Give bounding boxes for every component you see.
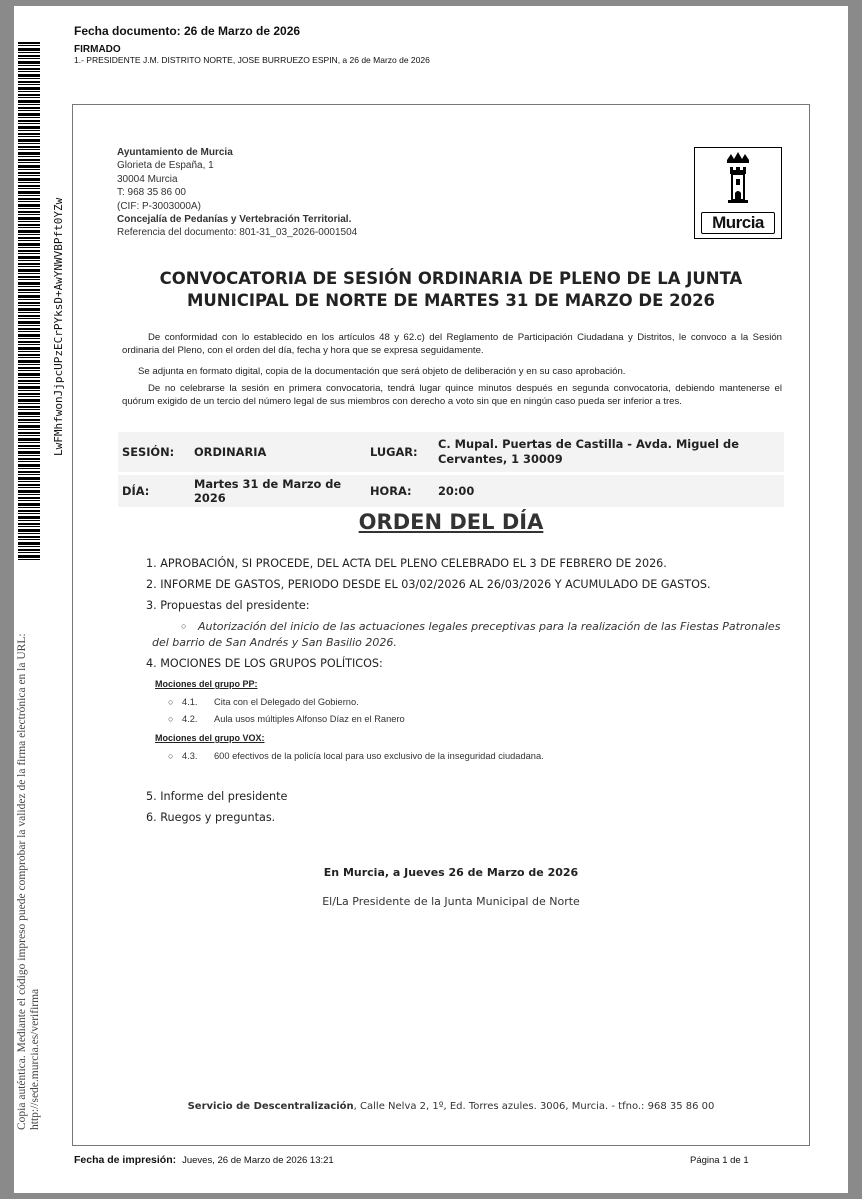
document-reference: Referencia del documento: 801-31_03_2026-0001504: [117, 227, 358, 239]
dia-label: DÍA:: [118, 474, 190, 509]
barcode-code: LwFMhfwonJjpcUPzECrPYksD+AwYNWVBPft0YZw: [52, 197, 65, 456]
agenda-item-3: 3. Propuestas del presidente:: [146, 599, 310, 612]
session-row-2: [118, 474, 784, 509]
org-city: 30004 Murcia: [117, 173, 178, 185]
lugar-value: C. Mupal. Puertas de Castilla - Avda. Miguel de Cervantes, 1 30009: [434, 432, 784, 474]
org-department: Concejalía de Pedanías y Vertebración Territorial.: [117, 214, 352, 226]
dia-value: Martes 31 de Marzo de 2026: [190, 474, 366, 509]
signer-line: 1.- PRESIDENTE J.M. DISTRITO NORTE, JOSE BURRUEZO ESPIN, a 26 de Marzo de 2026: [74, 55, 430, 65]
agenda-item-2: 2. INFORME DE GASTOS, PERIODO DESDE EL 03/02/2026 AL 26/03/2026 Y ACUMULADO DE GASTOS.: [146, 578, 711, 591]
document-date: Fecha documento: 26 de Marzo de 2026: [74, 24, 301, 38]
circle-bullet-icon: ○: [181, 621, 187, 631]
place-date: En Murcia, a Jueves 26 de Marzo de 2026: [323, 866, 579, 879]
castle-crown-icon: [695, 148, 781, 212]
agenda-item-5: 5. Informe del presidente: [146, 790, 288, 803]
session-info-table: [118, 432, 784, 510]
group-vox-heading: Mociones del grupo VOX:: [155, 733, 265, 743]
paragraph-quorum: De no celebrarse la sesión en primera convocatoria, tendrá lugar quince minutos después en segunda convocatoria, debiendo mantenerse el quórum exigido de un tercio del número legal de sus miembros con derecho a voto sin que en ningún caso pueda ser inferior a tres.: [122, 383, 782, 407]
org-name: Ayuntamiento de Murcia: [117, 147, 233, 158]
agenda-item-4: 4. MOCIONES DE LOS GRUPOS POLÍTICOS:: [146, 657, 383, 670]
sesion-value: ORDINARIA: [190, 432, 366, 474]
sesion-label: SESIÓN:: [118, 432, 190, 474]
circle-bullet-icon: ○: [168, 751, 174, 761]
session-row-1: [118, 432, 784, 474]
motion-4-3: 4.3. 600 efectivos de la policía local para uso exclusivo de la inseguridad ciudadana.: [182, 751, 544, 761]
organization-block: [117, 146, 357, 240]
print-date: Fecha de impresión: Jueves, 26 de Marzo de 2026 13:21: [74, 1154, 334, 1166]
hora-label: HORA:: [366, 474, 434, 509]
paragraph-documentation: Se adjunta en formato digital, copia de la documentación que será objeto de deliberación y en su caso aprobación.: [138, 366, 626, 377]
agenda-title: ORDEN DEL DÍA: [358, 510, 544, 534]
agenda-item-6: 6. Ruegos y preguntas.: [146, 811, 276, 824]
verification-note: [16, 590, 52, 1130]
lugar-label: LUGAR:: [366, 432, 434, 474]
agenda-item-3-sub: Autorización del inicio de las actuaciones legales preceptivas para la realización de las Fiestas Patronales del barrio de San Andrés y San Basilio 2026.: [152, 620, 781, 649]
org-phone: T: 968 35 86 00: [117, 187, 186, 199]
circle-bullet-icon: ○: [168, 697, 174, 707]
group-pp-heading: Mociones del grupo PP:: [155, 679, 258, 689]
motion-4-1: 4.1. Cita con el Delegado del Gobierno.: [182, 697, 359, 707]
barcode: [18, 42, 40, 560]
page-number: Página 1 de 1: [690, 1155, 749, 1166]
motion-4-2: 4.2. Aula usos múltiples Alfonso Díaz en el Ranero: [182, 714, 405, 724]
verification-url: http://sede.murcia.es/verifirma: [29, 988, 41, 1130]
paragraph-convocatoria: De conformidad con lo establecido en los artículos 48 y 62.c) del Reglamento de Participación Ciudadana y Distritos, le convoco a la Sesión ordinaria del Pleno, con el orden del día, fecha y hora que se expresa seguidamente.: [122, 332, 782, 356]
circle-bullet-icon: ○: [168, 714, 174, 724]
org-address: Glorieta de España, 1: [117, 160, 214, 172]
verification-line-1: Copia auténtica. Mediante el código impreso puede comprobar la validez de la firma electrónica en la URL:: [16, 633, 28, 1130]
hora-value: 20:00: [434, 474, 784, 509]
signed-label: FIRMADO: [74, 44, 121, 55]
logo-text: Murcia: [701, 212, 775, 234]
agenda-item-1: 1. APROBACIÓN, SI PROCEDE, DEL ACTA DEL PLENO CELEBRADO EL 3 DE FEBRERO DE 2026.: [146, 557, 667, 570]
document-title: CONVOCATORIA DE SESIÓN ORDINARIA DE PLENO DE LA JUNTA MUNICIPAL DE NORTE DE MARTES 31 DE MARZO DE 2026: [159, 269, 743, 310]
org-cif: (CIF: P-3003000A): [117, 200, 201, 212]
signer-role: El/La Presidente de la Junta Municipal de Norte: [322, 895, 580, 908]
murcia-logo: [694, 147, 782, 239]
service-footer: Servicio de Descentralización, Calle Nelva 2, 1º, Ed. Torres azules. 3006, Murcia. - tfno.: 968 35 86 00: [187, 1101, 715, 1112]
